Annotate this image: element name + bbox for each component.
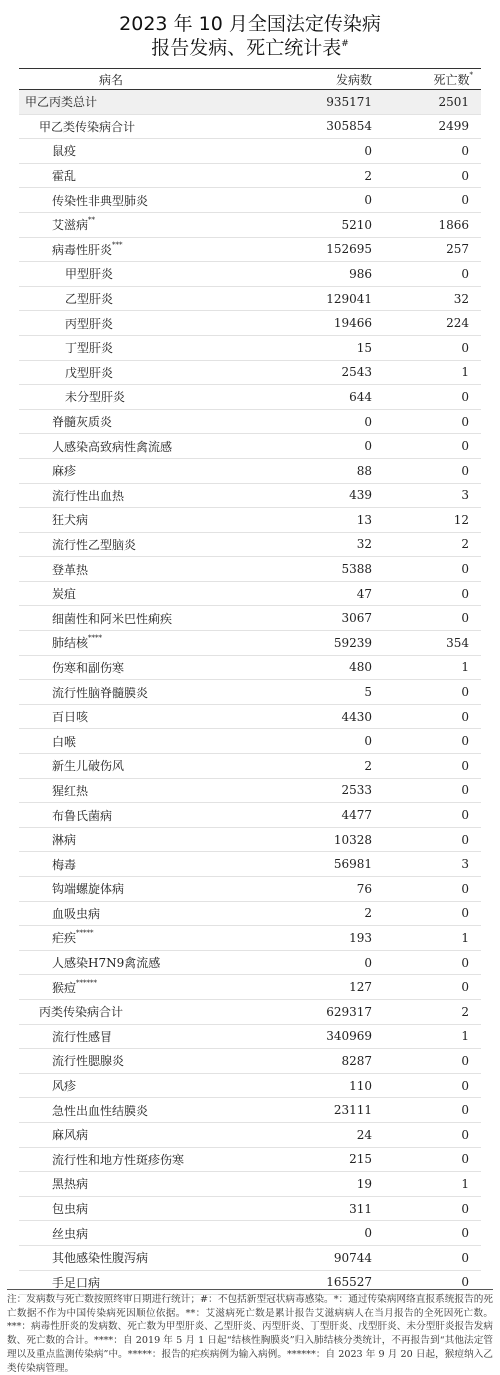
header-cases: 发病数 <box>269 69 372 90</box>
deaths-value: 0 <box>372 385 481 410</box>
disease-name <box>19 1172 269 1197</box>
disease-name-text: 百日咳 <box>52 710 89 725</box>
table-row <box>19 385 481 410</box>
table-row <box>19 262 481 287</box>
disease-name <box>19 1196 269 1221</box>
table-row <box>19 655 481 680</box>
header-deaths-mark: * <box>469 70 473 79</box>
disease-name <box>19 926 269 951</box>
deaths-value: 0 <box>372 606 481 631</box>
disease-name-text: 钩端螺旋体病 <box>52 882 125 897</box>
disease-name-text: 梅毒 <box>52 857 77 872</box>
deaths-value: 0 <box>372 335 481 360</box>
cases-value: 215 <box>269 1147 372 1172</box>
disease-name <box>19 532 269 557</box>
disease-name-text: 猩红热 <box>52 783 89 798</box>
cases-value: 129041 <box>269 286 372 311</box>
deaths-value: 0 <box>372 1098 481 1123</box>
deaths-value: 0 <box>372 163 481 188</box>
deaths-value: 257 <box>372 237 481 262</box>
table-row <box>19 1172 481 1197</box>
disease-name <box>19 409 269 434</box>
disease-name-text: 甲乙类传染病合计 <box>39 119 136 134</box>
cases-value: 986 <box>269 262 372 287</box>
disease-name <box>19 335 269 360</box>
deaths-value: 0 <box>372 778 481 803</box>
cases-value: 5 <box>269 680 372 705</box>
deaths-value: 0 <box>372 1196 481 1221</box>
disease-name-text: 炭疽 <box>52 587 77 602</box>
deaths-value: 0 <box>372 680 481 705</box>
disease-name <box>19 803 269 828</box>
disease-name <box>19 139 269 164</box>
deaths-value: 0 <box>372 754 481 779</box>
disease-name-text: 血吸虫病 <box>52 906 101 921</box>
deaths-value: 2 <box>372 532 481 557</box>
cases-value: 311 <box>269 1196 372 1221</box>
disease-name-text: 流行性和地方性斑疹伤寒 <box>52 1152 185 1167</box>
deaths-value: 0 <box>372 704 481 729</box>
deaths-value: 0 <box>372 1270 481 1295</box>
disease-name <box>19 704 269 729</box>
disease-name-text: 丙型肝炎 <box>65 316 114 331</box>
cases-value: 4477 <box>269 803 372 828</box>
cases-value: 47 <box>269 581 372 606</box>
table-row <box>19 311 481 336</box>
disease-name <box>19 827 269 852</box>
table-row <box>19 1049 481 1074</box>
disease-name <box>19 754 269 779</box>
footnote-mark: *** <box>112 240 123 249</box>
disease-name <box>19 483 269 508</box>
cases-value: 152695 <box>269 237 372 262</box>
disease-name <box>19 631 269 656</box>
table-row <box>19 827 481 852</box>
cases-value: 0 <box>269 950 372 975</box>
table-row <box>19 901 481 926</box>
disease-name-text: 细菌性和阿米巴性痢疾 <box>52 611 173 626</box>
table-row <box>19 1221 481 1246</box>
disease-name <box>19 557 269 582</box>
disease-name-text: 未分型肝炎 <box>65 390 126 405</box>
disease-name <box>19 778 269 803</box>
disease-name-text: 肺结核 <box>52 636 89 651</box>
disease-name-text: 病毒性肝炎 <box>52 242 113 257</box>
table-row <box>19 729 481 754</box>
cases-value: 0 <box>269 434 372 459</box>
title-mark: # <box>341 39 349 49</box>
cases-value: 127 <box>269 975 372 1000</box>
deaths-value: 2499 <box>372 114 481 139</box>
disease-name-text: 淋病 <box>52 833 77 848</box>
table-row <box>19 1122 481 1147</box>
deaths-value: 0 <box>372 458 481 483</box>
table-row <box>19 163 481 188</box>
disease-name-text: 急性出血性结膜炎 <box>52 1103 149 1118</box>
disease-name <box>19 877 269 902</box>
disease-name <box>19 950 269 975</box>
deaths-value: 1 <box>372 360 481 385</box>
header-deaths <box>372 69 481 90</box>
disease-name-text: 霍乱 <box>52 169 77 184</box>
table-row <box>19 778 481 803</box>
disease-name-text: 艾滋病 <box>52 218 89 233</box>
disease-name-text: 人感染H7N9禽流感 <box>52 956 161 971</box>
deaths-value: 12 <box>372 508 481 533</box>
footnote-mark: ***** <box>76 929 94 938</box>
disease-name <box>19 655 269 680</box>
cases-value: 90744 <box>269 1245 372 1270</box>
cases-value: 10328 <box>269 827 372 852</box>
cases-value: 13 <box>269 508 372 533</box>
deaths-value: 1 <box>372 1024 481 1049</box>
footnote: 注：发病数与死亡数按照终审日期进行统计；#：不包括新型冠状病毒感染。*：通过传染病网络直报系统报告的死亡数据不作为中国传染病死因顺位依据。**：艾滋病死亡数是累计报告艾滋病病人在当月报告的全死因死亡数。***：病毒性肝炎的发病数、死亡数为甲型肝炎、乙型肝炎、丙型肝炎、丁型肝炎、戊型肝炎、未分型肝炎报告发病数、死亡数的合计。****：自 2019 年 5 月 1 日起“结核性胸膜炎”归入肺结核分类统计，不再报告到“其他法定管理以及重点监测传染病”中。*****：报告的疟疾病例为输入病例。******：自 2023 年 9 月 20 日起，猴痘纳入乙类传染病管理。 <box>7 1289 493 1375</box>
deaths-value: 32 <box>372 286 481 311</box>
disease-name-text: 戊型肝炎 <box>65 365 114 380</box>
title-line-2 <box>0 36 500 60</box>
disease-name-text: 鼠疫 <box>52 144 77 159</box>
disease-name-text: 猴痘 <box>52 980 77 995</box>
deaths-value: 2 <box>372 999 481 1024</box>
disease-name-text: 布鲁氏菌病 <box>52 808 113 823</box>
disease-name-text: 新生儿破伤风 <box>52 759 125 774</box>
footnote-mark: ** <box>88 216 96 225</box>
cases-value: 8287 <box>269 1049 372 1074</box>
deaths-value: 0 <box>372 1073 481 1098</box>
disease-name <box>19 188 269 213</box>
deaths-value: 0 <box>372 139 481 164</box>
disease-name <box>19 1221 269 1246</box>
disease-name-text: 丙类传染病合计 <box>39 1005 124 1020</box>
disease-name <box>19 729 269 754</box>
cases-value: 340969 <box>269 1024 372 1049</box>
deaths-value: 3 <box>372 483 481 508</box>
disease-name-text: 伤寒和副伤寒 <box>52 660 125 675</box>
cases-value: 629317 <box>269 999 372 1024</box>
disease-name <box>19 1098 269 1123</box>
table-row <box>19 360 481 385</box>
disease-name-text: 登革热 <box>52 562 89 577</box>
table-row <box>19 1147 481 1172</box>
cases-value: 0 <box>269 139 372 164</box>
title-line-2-text: 报告发病、死亡统计表 <box>151 37 342 59</box>
table-row <box>19 704 481 729</box>
table-row <box>19 1098 481 1123</box>
table-row <box>19 237 481 262</box>
deaths-value: 0 <box>372 1147 481 1172</box>
disease-name-text: 流行性腮腺炎 <box>52 1054 125 1069</box>
cases-value: 59239 <box>269 631 372 656</box>
cases-value: 2 <box>269 754 372 779</box>
deaths-value: 1 <box>372 926 481 951</box>
disease-name <box>19 311 269 336</box>
disease-name-text: 甲乙丙类总计 <box>25 95 98 110</box>
table-row <box>19 581 481 606</box>
disease-name <box>19 458 269 483</box>
table-row <box>19 434 481 459</box>
disease-name-text: 丝虫病 <box>52 1226 89 1241</box>
disease-name <box>19 1147 269 1172</box>
table-row <box>19 483 481 508</box>
disease-name-text: 狂犬病 <box>52 513 89 528</box>
disease-name <box>19 680 269 705</box>
disease-name <box>19 852 269 877</box>
deaths-value: 0 <box>372 188 481 213</box>
title-line-1: 2023 年 10 月全国法定传染病 <box>119 13 381 35</box>
disease-name <box>19 385 269 410</box>
table-row <box>19 606 481 631</box>
cases-value: 165527 <box>269 1270 372 1295</box>
deaths-value: 0 <box>372 434 481 459</box>
deaths-value: 0 <box>372 1049 481 1074</box>
disease-name-text: 风疹 <box>52 1079 77 1094</box>
disease-name <box>19 212 269 237</box>
cases-value: 644 <box>269 385 372 410</box>
table-row <box>19 114 481 139</box>
cases-value: 0 <box>269 1221 372 1246</box>
deaths-value: 0 <box>372 1122 481 1147</box>
disease-name <box>19 114 269 139</box>
header-name: 病名 <box>19 69 269 90</box>
deaths-value: 2501 <box>372 90 481 115</box>
table-row <box>19 409 481 434</box>
disease-name <box>19 163 269 188</box>
footnote-mark: **** <box>88 634 103 643</box>
disease-name-text: 其他感染性腹泻病 <box>52 1251 149 1266</box>
disease-name <box>19 360 269 385</box>
table-row <box>19 188 481 213</box>
disease-name-text: 疟疾 <box>52 931 77 946</box>
cases-value: 56981 <box>269 852 372 877</box>
cases-value: 23111 <box>269 1098 372 1123</box>
statistics-table <box>19 68 481 1295</box>
cases-value: 305854 <box>269 114 372 139</box>
deaths-value: 0 <box>372 409 481 434</box>
deaths-value: 0 <box>372 950 481 975</box>
table-row <box>19 90 481 115</box>
table-row <box>19 803 481 828</box>
table-row <box>19 532 481 557</box>
disease-name-text: 人感染高致病性禽流感 <box>52 439 173 454</box>
disease-name <box>19 581 269 606</box>
table-row <box>19 1024 481 1049</box>
disease-name <box>19 975 269 1000</box>
disease-name <box>19 901 269 926</box>
disease-name-text: 脊髓灰质炎 <box>52 415 113 430</box>
table-row <box>19 975 481 1000</box>
disease-name-text: 流行性乙型脑炎 <box>52 537 137 552</box>
cases-value: 4430 <box>269 704 372 729</box>
cases-value: 935171 <box>269 90 372 115</box>
table-row <box>19 335 481 360</box>
table-row <box>19 754 481 779</box>
disease-name <box>19 1122 269 1147</box>
table-row <box>19 999 481 1024</box>
table-row <box>19 950 481 975</box>
table-row <box>19 852 481 877</box>
cases-value: 2543 <box>269 360 372 385</box>
cases-value: 15 <box>269 335 372 360</box>
cases-value: 2 <box>269 901 372 926</box>
table-header-row <box>19 69 481 90</box>
deaths-value: 0 <box>372 1221 481 1246</box>
cases-value: 5388 <box>269 557 372 582</box>
disease-name-text: 丁型肝炎 <box>65 341 114 356</box>
disease-name-text: 白喉 <box>52 734 77 749</box>
cases-value: 24 <box>269 1122 372 1147</box>
cases-value: 480 <box>269 655 372 680</box>
deaths-value: 0 <box>372 1245 481 1270</box>
table-row <box>19 1073 481 1098</box>
cases-value: 3067 <box>269 606 372 631</box>
table-row <box>19 212 481 237</box>
disease-name <box>19 434 269 459</box>
table-row <box>19 1196 481 1221</box>
deaths-value: 0 <box>372 581 481 606</box>
disease-name-text: 传染性非典型肺炎 <box>52 193 149 208</box>
table-row <box>19 286 481 311</box>
disease-name <box>19 237 269 262</box>
disease-name-text: 流行性感冒 <box>52 1029 113 1044</box>
disease-name-text: 流行性出血热 <box>52 488 125 503</box>
disease-name <box>19 999 269 1024</box>
cases-value: 2 <box>269 163 372 188</box>
disease-name <box>19 262 269 287</box>
deaths-value: 0 <box>372 557 481 582</box>
cases-value: 0 <box>269 188 372 213</box>
table-row <box>19 631 481 656</box>
deaths-value: 0 <box>372 803 481 828</box>
deaths-value: 1866 <box>372 212 481 237</box>
table-row <box>19 557 481 582</box>
disease-name <box>19 286 269 311</box>
table-row <box>19 139 481 164</box>
cases-value: 0 <box>269 409 372 434</box>
deaths-value: 0 <box>372 877 481 902</box>
deaths-value: 1 <box>372 655 481 680</box>
cases-value: 76 <box>269 877 372 902</box>
table-row <box>19 680 481 705</box>
deaths-value: 1 <box>372 1172 481 1197</box>
cases-value: 88 <box>269 458 372 483</box>
disease-name <box>19 1049 269 1074</box>
deaths-value: 0 <box>372 729 481 754</box>
cases-value: 5210 <box>269 212 372 237</box>
disease-name-text: 麻疹 <box>52 464 77 479</box>
deaths-value: 0 <box>372 262 481 287</box>
deaths-value: 354 <box>372 631 481 656</box>
cases-value: 193 <box>269 926 372 951</box>
disease-name <box>19 1024 269 1049</box>
deaths-value: 0 <box>372 975 481 1000</box>
table-row <box>19 926 481 951</box>
disease-name <box>19 90 269 115</box>
disease-name-text: 包虫病 <box>52 1202 89 1217</box>
table-title <box>0 12 500 60</box>
disease-name-text: 黑热病 <box>52 1177 89 1192</box>
cases-value: 2533 <box>269 778 372 803</box>
cases-value: 32 <box>269 532 372 557</box>
table-row <box>19 508 481 533</box>
table-row <box>19 458 481 483</box>
deaths-value: 3 <box>372 852 481 877</box>
disease-name <box>19 1073 269 1098</box>
disease-name-text: 甲型肝炎 <box>65 267 114 282</box>
disease-name-text: 手足口病 <box>52 1275 101 1290</box>
table-row <box>19 1245 481 1270</box>
header-deaths-label: 死亡数 <box>433 72 470 87</box>
disease-name-text: 麻风病 <box>52 1128 89 1143</box>
cases-value: 19466 <box>269 311 372 336</box>
cases-value: 439 <box>269 483 372 508</box>
deaths-value: 0 <box>372 827 481 852</box>
disease-name-text: 流行性脑脊髓膜炎 <box>52 685 149 700</box>
deaths-value: 224 <box>372 311 481 336</box>
footnote-mark: ****** <box>76 978 98 987</box>
disease-name <box>19 1245 269 1270</box>
cases-value: 0 <box>269 729 372 754</box>
cases-value: 110 <box>269 1073 372 1098</box>
disease-name <box>19 508 269 533</box>
cases-value: 19 <box>269 1172 372 1197</box>
disease-name-text: 乙型肝炎 <box>65 292 114 307</box>
disease-name <box>19 606 269 631</box>
deaths-value: 0 <box>372 901 481 926</box>
table-row <box>19 877 481 902</box>
